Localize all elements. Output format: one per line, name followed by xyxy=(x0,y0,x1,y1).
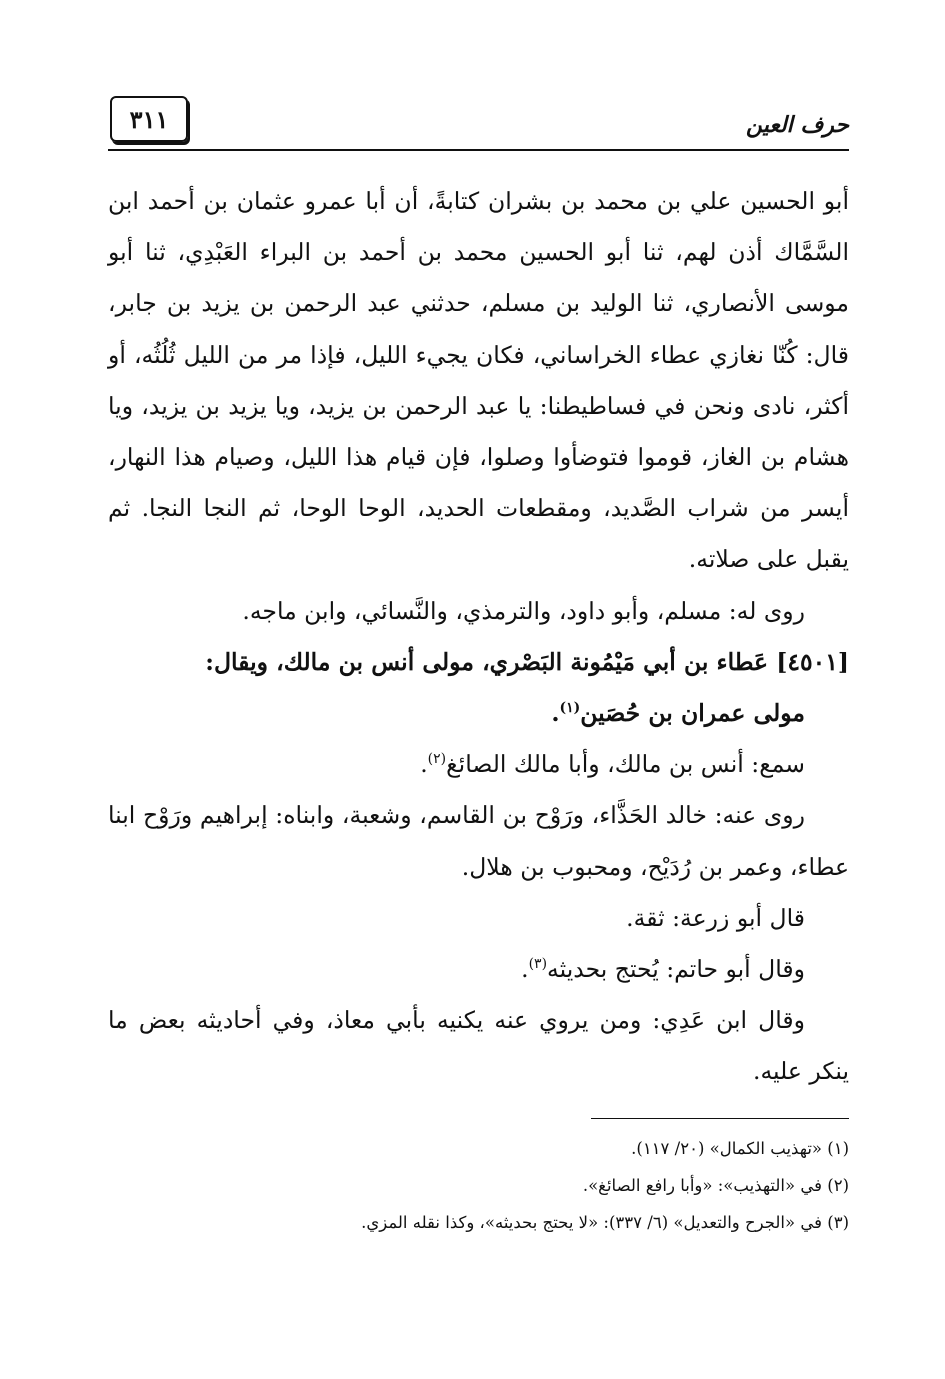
paragraph-ibn-adi: وقال ابن عَدِي: ومن يروي عنه يكنيه بأبي معاذ، وفي أحاديثه بعض ما ينكر عليه. xyxy=(108,1006,849,1086)
entry-heading-line2: مولى عمران بن حُصَين$^{(١)}$. xyxy=(551,699,805,728)
footnote-ref-2: (٢) xyxy=(427,751,447,768)
footnote-2: (٢) في «التهذيب»: «وأبا رافع الصائغ». xyxy=(582,1176,849,1195)
running-title: حرف العين xyxy=(745,112,849,138)
paragraph-chain: أبو الحسين علي بن محمد بن بشران كتابةً، أن أبا عمرو عثمان بن أحمد ابن السَّمَّاك أذن لهم، ثنا أبو الحسين محمد بن أحمد بن البراء العَبْدِي، ثنا أبو موسى الأنصاري، ثنا الوليد بن مسلم، حدثني عبد الرحمن بن يزيد بن جابر، قال: كُنّا نغازي عطاء الخراساني، فكان يجيء الليل، فإذا مر من الليل ثُلُثُه، أو أكثر، نادى ونحن في فساطيطنا: يا عبد الرحمن بن يزيد، ويا يزيد بن يزيد، ويا هشام بن الغاز، قوموا فتوضأوا وصلوا، فإن قيام هذا الليل، وصيام هذا النهار، أيسر من شراب الصَّديد، ومقطعات الحديد، الوحا الوحا، ثم النجا النجا. ثم يقبل على صلاته. xyxy=(108,187,849,574)
abu-hatim-text: وقال أبو حاتم: يُحتج بحديثه xyxy=(547,955,805,984)
footnote-ref-1: (١) xyxy=(559,700,581,717)
footnotes xyxy=(108,1130,849,1241)
paragraph-heard-from: سمع: أنس بن مالك، وأبا مالك الصائغ$^{(٢)}$. xyxy=(420,750,805,779)
footnote-3: (٣) في «الجرح والتعديل» (٦/ ٣٣٧): «لا يحتج بحديثه»، وكذا نقله المزي. xyxy=(361,1213,849,1232)
running-header xyxy=(108,96,849,150)
footnote-1: (١) «تهذيب الكمال» (٢٠/ ١١٧). xyxy=(631,1139,849,1158)
paragraph-narrated-by: روى عنه: خالد الحَذَّاء، ورَوْح بن القاسم، وشعبة، وابناه: إبراهيم ورَوْح ابنا عطاء، وعمر بن رُدَيْح، ومحبوب بن هلال. xyxy=(108,801,849,881)
paragraph-abu-zura: قال أبو زرعة: ثقة. xyxy=(626,903,805,932)
heard-from-text: سمع: أنس بن مالك، وأبا مالك الصائغ xyxy=(446,750,805,779)
footnote-separator xyxy=(591,1118,849,1119)
entry-heading xyxy=(108,637,849,739)
page-number: ٣١١ xyxy=(110,96,188,142)
footnote-ref-3: (٣) xyxy=(528,956,548,973)
paragraph-abu-hatim: وقال أبو حاتم: يُحتج بحديثه$^{(٣)}$. xyxy=(521,955,805,984)
entry-heading-line1: [٤٥٠١] عَطاء بن أبي مَيْمُونة البَصْري، مولى أنس بن مالك، ويقال: xyxy=(205,647,849,676)
entry-heading-text: مولى عمران بن حُصَين xyxy=(580,699,805,728)
main-text xyxy=(108,176,849,1098)
paragraph-narrators: روى له: مسلم، وأبو داود، والترمذي، والنَّسائي، وابن ماجه. xyxy=(242,596,805,625)
header-rule xyxy=(108,149,849,151)
